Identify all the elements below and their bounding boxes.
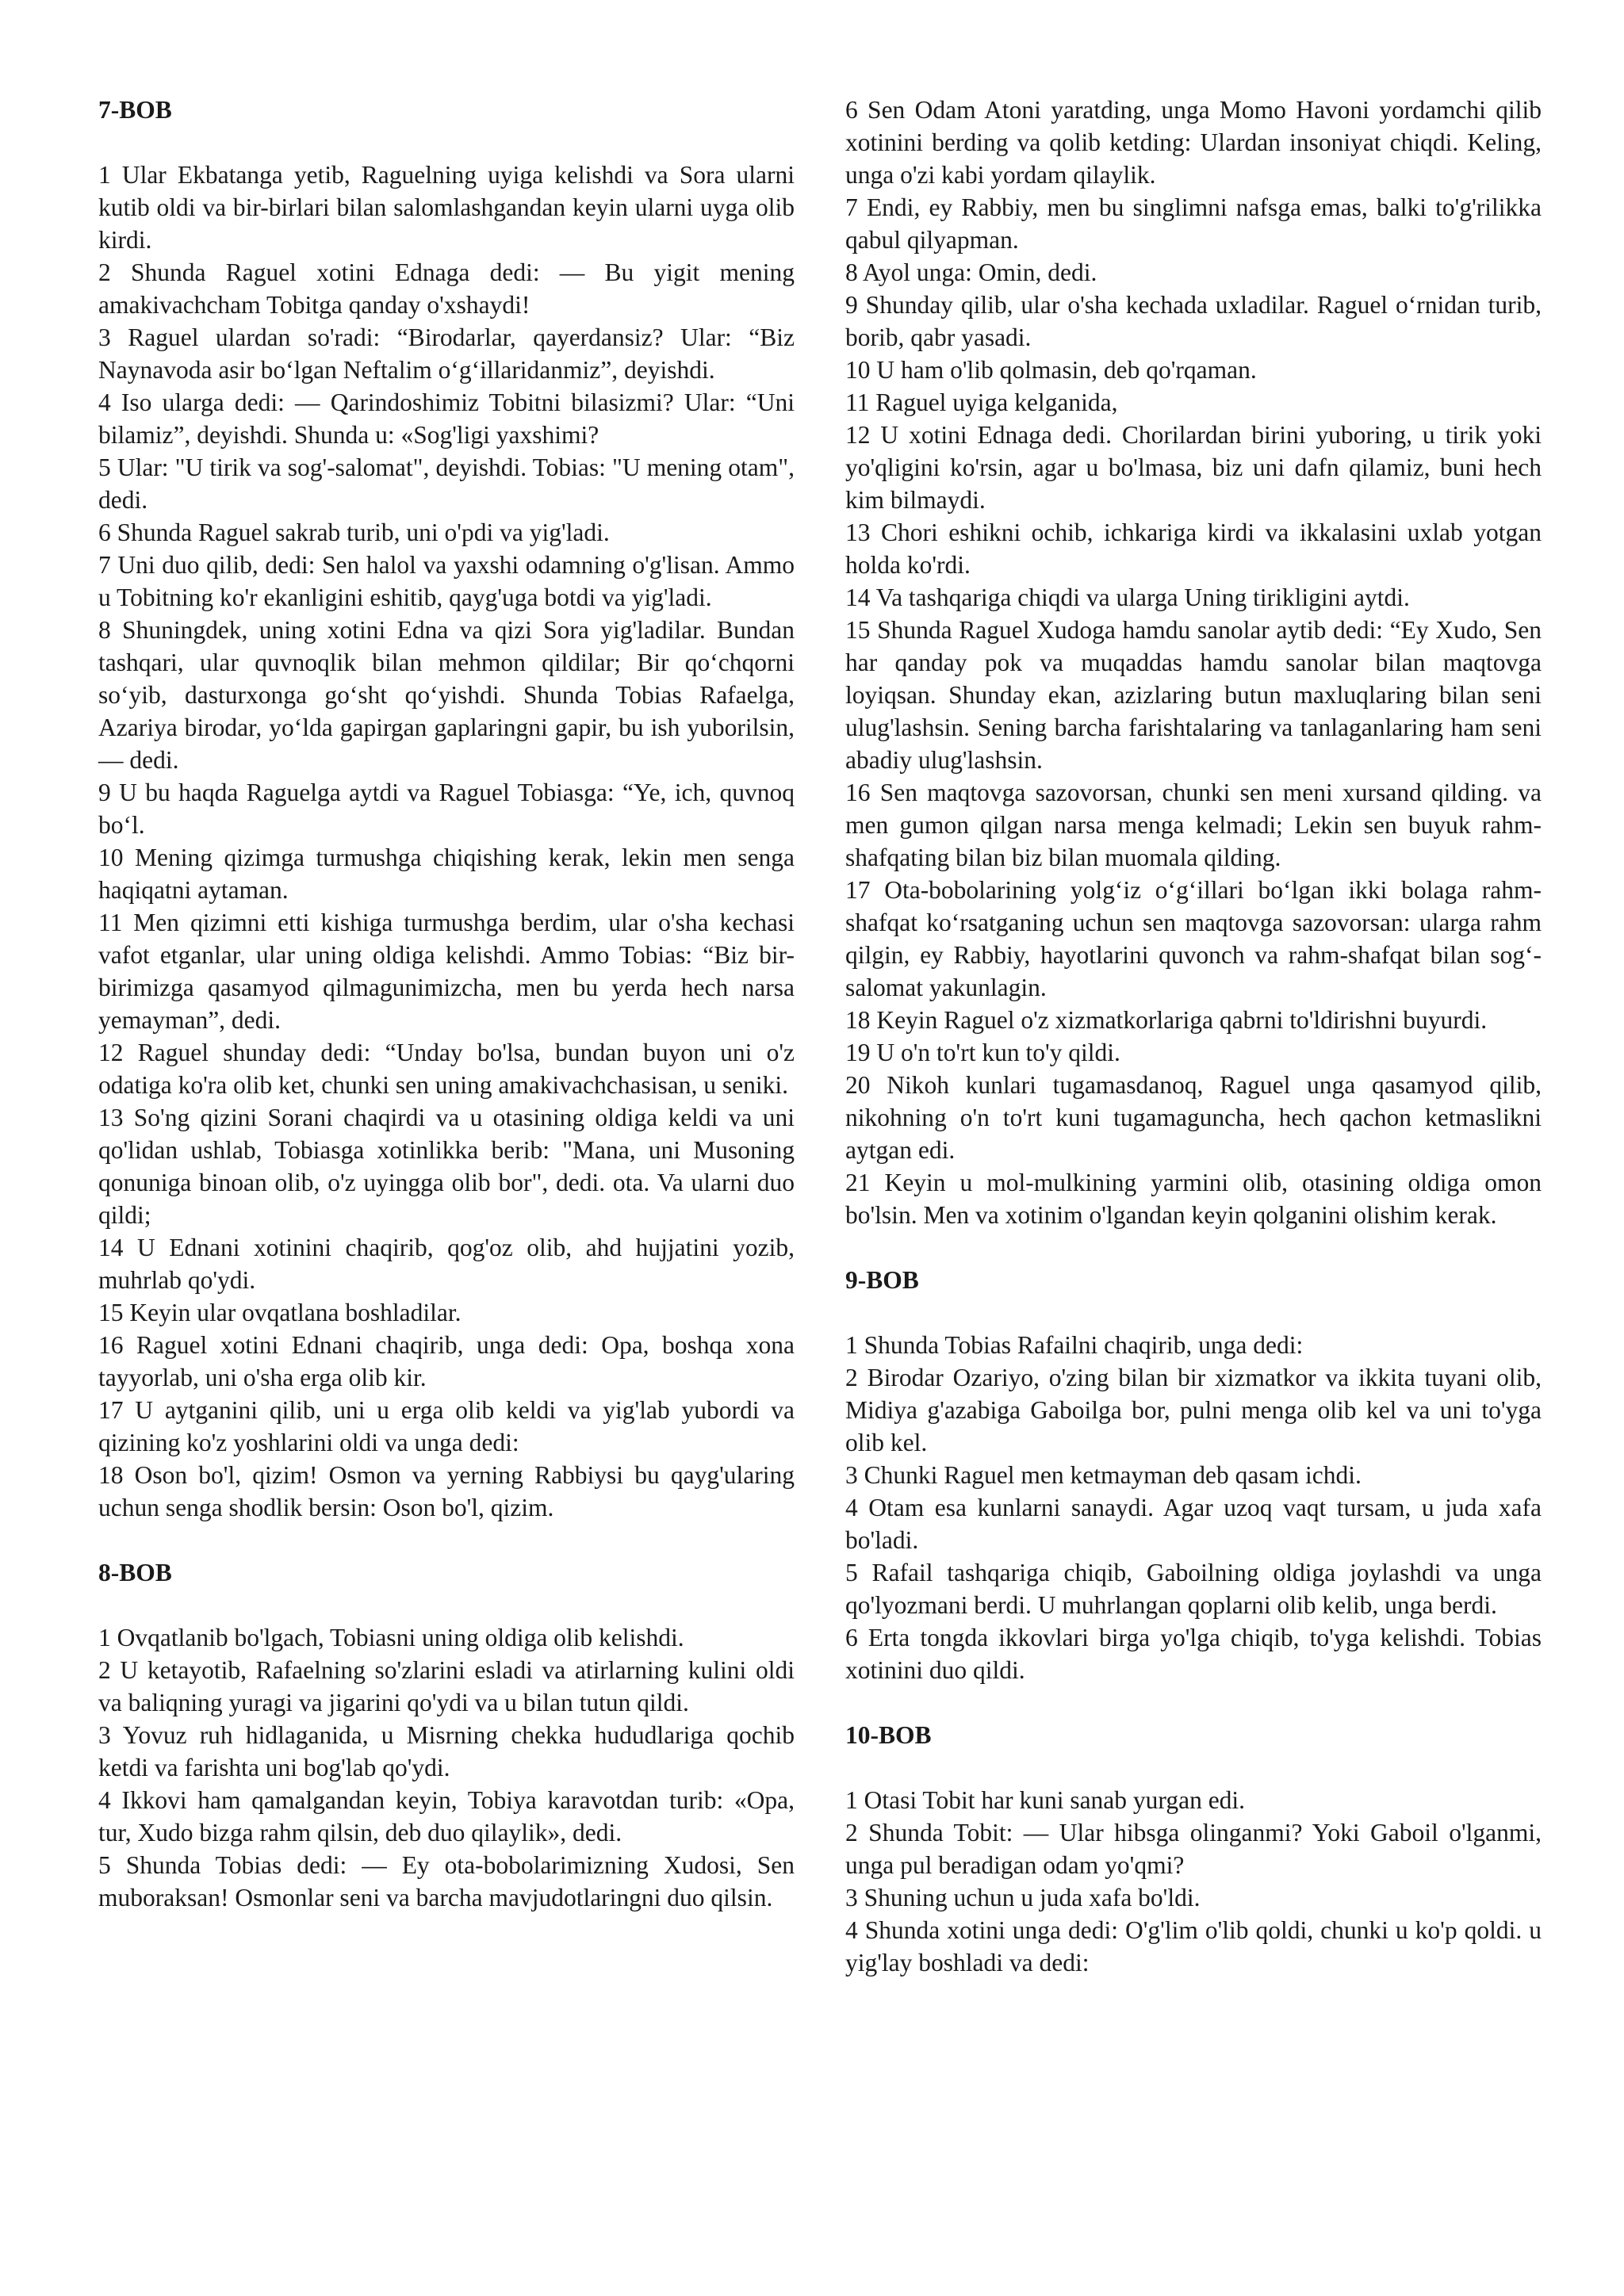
verse: 1 Shunda Tobias Rafailni chaqirib, unga dedi: [845,1331,1304,1359]
chapter-heading: 7-BOB [98,96,172,124]
verse: 2 U ketayotib, Rafaelning so'zlarini esladi va atirlarning kulini oldi va baliqning yuragi va jigarini qo'ydi va u bilan tutun qildi. [98,1656,795,1716]
verse: 6 Erta tongda ikkovlari birga yo'lga chiqib, to'yga kelishdi. Tobias xotinini duo qildi. [845,1624,1542,1684]
verse: 13 Chori eshikni ochib, ichkariga kirdi va ikkalasini uxlab yotgan holda ko'rdi. [845,519,1542,579]
verse: 17 Ota-bobolarining yolg‘iz o‘g‘illari bo‘lgan ikki bolaga rahm-shafqat ko‘rsatganing uchun sen maqtovga sazovorsan: ularga rahm qilgin, ey Rabbiy, hayotlarini quvonch va rahm-shafqat bilan sog‘-salomat yakunlagin. [845,876,1542,1001]
verse: 8 Shuningdek, uning xotini Edna va qizi Sora yig'ladilar. Bundan tashqari, ular quvnoqlik bilan mehmon qildilar; Bir qo‘chqorni so‘yib, dasturxonga go‘sht qo‘yishdi. Shunda Tobias Rafaelga, Azariya birodar, yo‘lda gapirgan gaplaringni gapir, bu ish yuborilsin, — dedi. [98,616,795,774]
verse: 3 Shuning uchun u juda xafa bo'ldi. [845,1884,1201,1911]
verse: 5 Ular: "U tirik va sog'-salomat", deyishdi. Tobias: "U mening otam", dedi. [98,453,795,514]
verse: 20 Nikoh kunlari tugamasdanoq, Raguel unga qasamyod qilib, nikohning o'n to'rt kuni tugamaguncha, hech qachon ketmaslikni aytgan edi. [845,1071,1542,1164]
verse: 5 Shunda Tobias dedi: — Ey ota-bobolarimizning Xudosi, Sen muboraksan! Osmonlar seni va barcha mavjudotlaringni duo qilsin. [98,1851,795,1911]
chapter-10 [845,1719,1542,1979]
verse: 6 Sen Odam Atoni yaratding, unga Momo Havoni yordamchi qilib xotinini berding va qolib ketding: Ulardan insoniyat chiqdi. Keling, unga o'zi kabi yordam qilaylik. [845,96,1542,189]
verse: 2 Birodar Ozariyo, o'zing bilan bir xizmatkor va ikkita tuyani olib, Midiya g'azabiga Gaboilga bor, pulni menga olib kel va uni to'yga olib kel. [845,1364,1542,1456]
verse: 12 U xotini Ednaga dedi. Chorilardan birini yuboring, u tirik yoki yo'qligini ko'rsin, agar u bo'lmasa, biz uni dafn qilamiz, buni hech kim bilmaydi. [845,421,1542,514]
verse: 9 U bu haqda Raguelga aytdi va Raguel Tobiasga: “Ye, ich, quvnoq bo‘l. [98,779,795,839]
verse: 21 Keyin u mol-mulkining yarmini olib, otasining oldiga omon bo'lsin. Men va xotinim o'lgandan keyin qolganini olishim kerak. [845,1169,1542,1229]
right-column [845,94,1542,1979]
verse: 1 Otasi Tobit har kuni sanab yurgan edi. [845,1786,1246,1814]
verse: 10 Mening qizimga turmushga chiqishing kerak, lekin men senga haqiqatni aytaman. [98,844,795,904]
verse: 7 Endi, ey Rabbiy, men bu singlimni nafsga emas, balki to'g'rilikka qabul qilyapman. [845,193,1542,254]
chapter-8 [98,1556,795,1914]
verse: 11 Men qizimni etti kishiga turmushga berdim, ular o'sha kechasi vafot etganlar, ular uning oldiga kelishdi. Ammo Tobias: “Biz bir-birimizga qasamyod qilmagunimizcha, men bu yerda hech narsa yemayman”, dedi. [98,909,795,1034]
verse: 6 Shunda Raguel sakrab turib, uni o'pdi va yig'ladi. [98,519,610,546]
verse: 9 Shunday qilib, ular o'sha kechada uxladilar. Raguel o‘rnidan turib, borib, qabr yasadi. [845,291,1542,351]
verse: 16 Sen maqtovga sazovorsan, chunki sen meni xursand qilding. va men gumon qilgan narsa menga kelmadi; Lekin sen buyuk rahm-shafqating bilan biz bilan muomala qilding. [845,779,1542,871]
verse: 11 Raguel uyiga kelganida, [845,388,1118,416]
verse: 2 Shunda Tobit: — Ular hibsga olinganmi? Yoki Gaboil o'lganmi, unga pul beradigan odam yo'qmi? [845,1819,1542,1879]
verse: 5 Rafail tashqariga chiqib, Gaboilning oldiga joylashdi va unga qo'lyozmani berdi. U muhrlangan qoplarni olib kelib, unga berdi. [845,1559,1542,1619]
verse: 17 U aytganini qilib, uni u erga olib keldi va yig'lab yubordi va qizining ko'z yoshlarini oldi va unga dedi: [98,1396,795,1456]
verse: 2 Shunda Raguel xotini Ednaga dedi: — Bu yigit mening amakivachcham Tobitga qanday o'xshaydi! [98,258,795,319]
verse: 16 Raguel xotini Ednani chaqirib, unga dedi: Opa, boshqa xona tayyorlab, uni o'sha erga olib kir. [98,1331,795,1391]
verse: 18 Oson bo'l, qizim! Osmon va yerning Rabbiysi bu qayg'ularing uchun senga shodlik bersin: Oson bo'l, qizim. [98,1461,795,1521]
left-column [98,94,795,1914]
verse: 3 Raguel ulardan so'radi: “Birodarlar, qayerdansiz? Ular: “Biz Naynavoda asir bo‘lgan Neftalim o‘g‘illaridanmiz”, deyishdi. [98,323,795,384]
chapter-9 [845,1264,1542,1686]
verse: 14 U Ednani xotinini chaqirib, qog'oz olib, ahd hujjatini yozib, muhrlab qo'ydi. [98,1234,795,1294]
chapter-heading: 9-BOB [845,1266,919,1294]
verse: 7 Uni duo qilib, dedi: Sen halol va yaxshi odamning o'g'lisan. Ammo u Tobitning ko'r ekanligini eshitib, qayg'uga botdi va yig'ladi. [98,551,795,611]
verse: 4 Iso ularga dedi: — Qarindoshimiz Tobitni bilasizmi? Ular: “Uni bilamiz”, deyishdi. Shunda u: «Sog'ligi yaxshimi? [98,388,795,449]
chapter-heading: 8-BOB [98,1559,172,1586]
verse: 8 Ayol unga: Omin, dedi. [845,258,1097,286]
verse: 4 Shunda xotini unga dedi: O'g'lim o'lib qoldi, chunki u ko'p qoldi. u yig'lay boshladi va dedi: [845,1916,1542,1976]
verse: 3 Yovuz ruh hidlaganida, u Misrning chekka hududlariga qochib ketdi va farishta uni bog'lab qo'ydi. [98,1721,795,1781]
verse: 18 Keyin Raguel o'z xizmatkorlariga qabrni to'ldirishni buyurdi. [845,1006,1488,1034]
chapter-8-continued [845,94,1542,1231]
verse: 19 U o'n to'rt kun to'y qildi. [845,1039,1120,1066]
verse: 15 Keyin ular ovqatlana boshladilar. [98,1299,462,1326]
verse: 1 Ovqatlanib bo'lgach, Tobiasni uning oldiga olib kelishdi. [98,1624,684,1651]
verse: 4 Otam esa kunlarni sanaydi. Agar uzoq vaqt tursam, u juda xafa bo'ladi. [845,1494,1542,1554]
verse: 15 Shunda Raguel Xudoga hamdu sanolar aytib dedi: “Ey Xudo, Sen har qanday pok va muqaddas hamdu sanolar bilan maqtovga loyiqsan. Shunday ekan, azizlaring butun maxluqlaring bilan seni ulug'lashsin. Sening barcha farishtalaring va tanlaganlaring ham seni abadiy ulug'lashsin. [845,616,1542,774]
verse: 12 Raguel shunday dedi: “Unday bo'lsa, bundan buyon uni o'z odatiga ko'ra olib ket, chunki sen uning amakivachchasisan, u seniki. [98,1039,795,1099]
verse: 13 So'ng qizini Sorani chaqirdi va u otasining oldiga keldi va uni qo'lidan ushlab, Tobiasga xotinlikka berib: "Mana, uni Musoning qonuniga binoan olib, o'z uyingga olib bor", dedi. ota. Va ularni duo qildi; [98,1104,795,1229]
chapter-heading: 10-BOB [845,1721,932,1749]
verse: 1 Ular Ekbatanga yetib, Raguelning uyiga kelishdi va Sora ularni kutib oldi va bir-birlari bilan salomlashgandan keyin ularni uyga olib kirdi. [98,161,795,254]
verse: 3 Chunki Raguel men ketmayman deb qasam ichdi. [845,1461,1362,1489]
verse: 14 Va tashqariga chiqdi va ularga Uning tirikligini aytdi. [845,584,1410,611]
verse: 10 U ham o'lib qolmasin, deb qo'rqaman. [845,356,1257,384]
verse: 4 Ikkovi ham qamalgandan keyin, Tobiya karavotdan turib: «Opa, tur, Xudo bizga rahm qilsin, deb duo qilaylik», dedi. [98,1786,795,1846]
chapter-7 [98,94,795,1524]
